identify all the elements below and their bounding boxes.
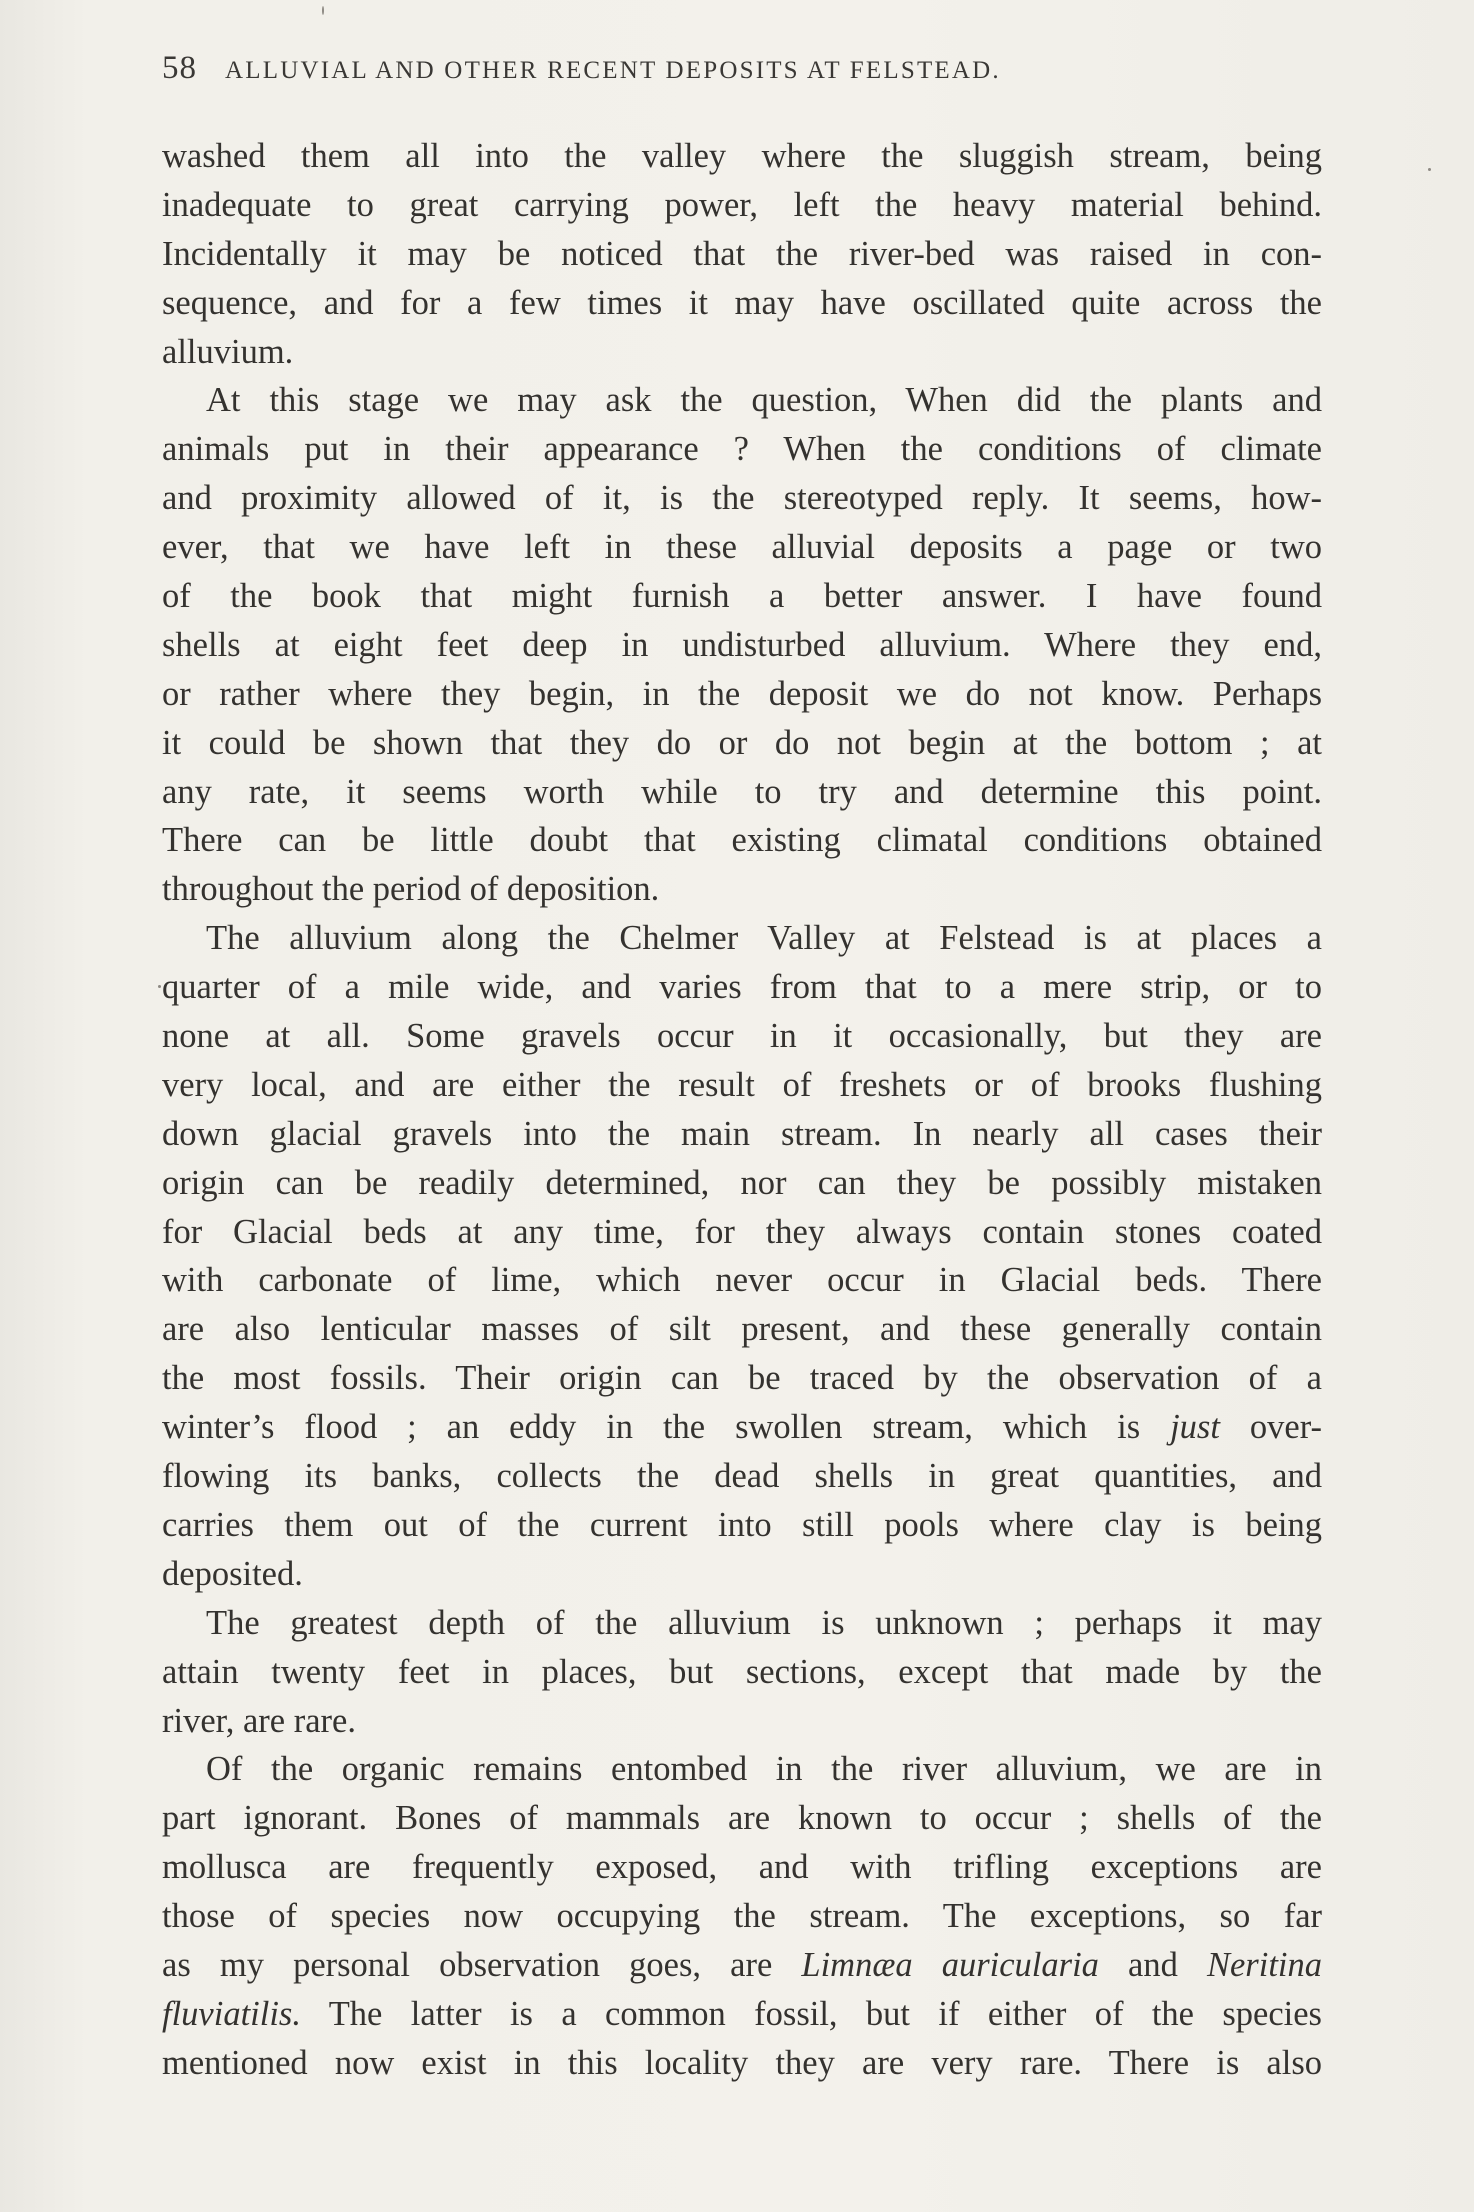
text-line — [162, 1403, 1322, 1452]
emphasis-just: just — [1170, 1408, 1220, 1447]
paragraph-3 — [162, 914, 1322, 1598]
species-name-limnaea: Limnæa auricularia — [801, 1945, 1099, 1984]
paper-speck — [322, 6, 324, 15]
text-line: sequence, and for a few times it may have oscillated quite across the — [162, 283, 1322, 322]
paper-speck — [158, 985, 161, 988]
text-line: very local, and are either the result of freshets or of brooks flushing — [162, 1065, 1322, 1104]
text-line: alluvium. — [162, 332, 294, 371]
page-number: 58 — [162, 50, 197, 86]
text-line: the most fossils. Their origin can be traced by the observation of a — [162, 1359, 1322, 1398]
text-line: shells at eight feet deep in undisturbed alluvium. Where they end, — [162, 625, 1322, 664]
text-line: mentioned now exist in this locality they are very rare. There is also — [162, 2043, 1322, 2082]
text-line: and proximity allowed of it, is the stereotyped reply. It seems, how- — [162, 479, 1322, 518]
body-text — [162, 132, 1322, 2088]
paragraph-2 — [162, 376, 1322, 914]
text-run: as my personal observation goes, are — [162, 1945, 802, 1984]
running-title: ALLUVIAL AND OTHER RECENT DEPOSITS AT FELSTEAD. — [225, 57, 1001, 84]
text-line: part ignorant. Bones of mammals are known to occur ; shells of the — [162, 1799, 1322, 1838]
text-line: inadequate to great carrying power, left the heavy material behind. — [162, 185, 1322, 224]
text-line: throughout the period of deposition. — [162, 870, 660, 909]
paragraph-1 — [162, 132, 1322, 376]
text-line: or rather where they begin, in the deposit we do not know. Perhaps — [162, 674, 1322, 713]
text-line: of the book that might furnish a better answer. I have found — [162, 577, 1322, 616]
text-line — [162, 1941, 1322, 1990]
text-line: Of the organic remains entombed in the river alluvium, we are in — [206, 1750, 1322, 1789]
text-line: attain twenty feet in places, but sections, except that made by the — [162, 1652, 1322, 1691]
text-run: over- — [1219, 1408, 1322, 1447]
text-line: any rate, it seems worth while to try and determine this point. — [162, 772, 1322, 811]
species-name-neritina: Neritina — [1206, 1945, 1322, 1984]
species-name-fluviatilis: fluviatilis. — [162, 1994, 301, 2033]
text-line: are also lenticular masses of silt present, and these generally contain — [162, 1310, 1322, 1349]
text-line: down glacial gravels into the main stream. In nearly all cases their — [162, 1114, 1322, 1153]
text-line: none at all. Some gravels occur in it occasionally, but they are — [162, 1017, 1322, 1056]
text-run: The latter is a common fossil, but if either of the species — [300, 1994, 1322, 2033]
text-line: ever, that we have left in these alluvial deposits a page or two — [162, 528, 1322, 567]
text-line: Incidentally it may be noticed that the river-bed was raised in con- — [162, 234, 1322, 273]
text-line: flowing its banks, collects the dead shells in great quantities, and — [162, 1457, 1322, 1496]
paragraph-5 — [162, 1745, 1322, 2087]
text-line: There can be little doubt that existing climatal conditions obtained — [162, 821, 1322, 860]
text-line: washed them all into the valley where the sluggish stream, being — [162, 137, 1322, 175]
text-line: mollusca are frequently exposed, and with trifling exceptions are — [162, 1848, 1322, 1887]
text-line: At this stage we may ask the question, When did the plants and — [206, 381, 1322, 420]
paper-speck — [1428, 168, 1431, 171]
text-run: winter’s flood ; an eddy in the swollen stream, which is — [162, 1408, 1171, 1447]
text-line: The greatest depth of the alluvium is unknown ; perhaps it may — [206, 1603, 1322, 1642]
text-line: The alluvium along the Chelmer Valley at Felstead is at places a — [206, 919, 1322, 958]
text-line: it could be shown that they do or do not begin at the bottom ; at — [162, 723, 1322, 762]
running-head — [162, 50, 1322, 87]
text-line: origin can be readily determined, nor can they be possibly mistaken — [162, 1163, 1322, 1202]
text-line — [162, 1990, 1322, 2039]
text-line: for Glacial beds at any time, for they always contain stones coated — [162, 1212, 1322, 1251]
text-line: carries them out of the current into still pools where clay is being — [162, 1505, 1322, 1544]
text-line: deposited. — [162, 1554, 303, 1593]
text-line: animals put in their appearance ? When the conditions of climate — [162, 430, 1322, 469]
text-line: quarter of a mile wide, and varies from that to a mere strip, or to — [162, 968, 1322, 1007]
text-line: those of species now occupying the stream. The exceptions, so far — [162, 1897, 1322, 1936]
text-line: river, are rare. — [162, 1701, 356, 1740]
text-run: and — [1098, 1945, 1207, 1984]
paragraph-4 — [162, 1599, 1322, 1746]
text-line: with carbonate of lime, which never occur in Glacial beds. There — [162, 1261, 1322, 1300]
